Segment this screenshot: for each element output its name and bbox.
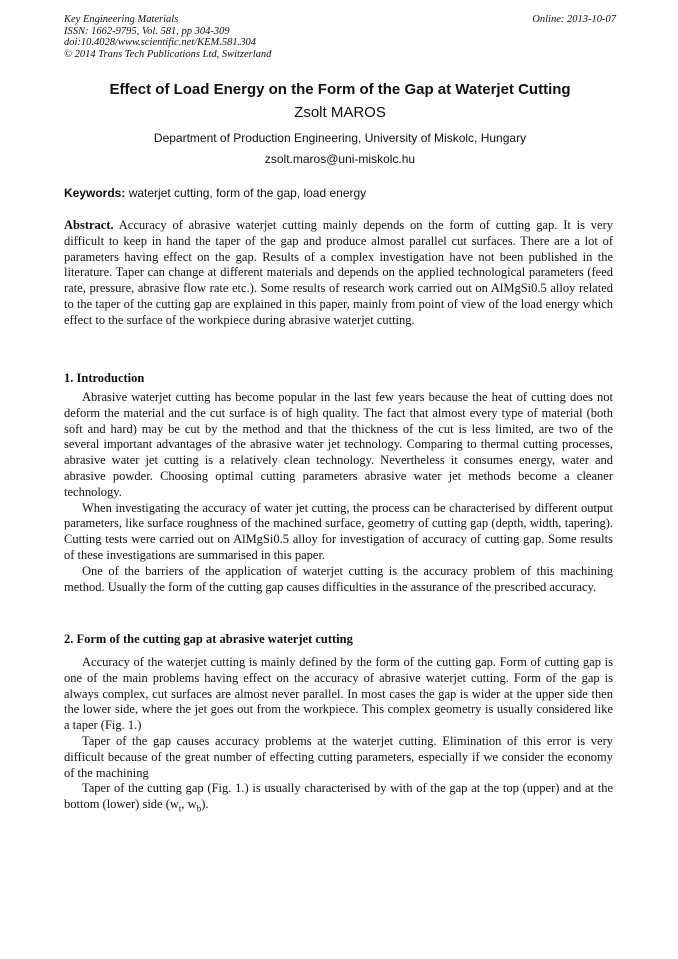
doi-line: doi:10.4028/www.scientific.net/KEM.581.304	[64, 37, 256, 48]
section-1-body	[64, 390, 613, 595]
journal-name: Key Engineering Materials	[64, 14, 179, 25]
paragraph: When investigating the accuracy of water jet cutting, the process can be characterised by different output parameters, like surface roughness of the machined surface, geometry of cutting gap (depth, width, tapering). Cutting tests were carried out on AlMgSi0.5 alloy for investigation of accuracy of cutting gap. Some results of these investigations are summarised in this paper.	[64, 500, 613, 562]
abstract-text: Accuracy of abrasive waterjet cutting mainly depends on the form of cutting gap. It is very difficult to keep in hand the taper of the gap and produce almost parallel cut surfaces. There are a lot of parameters having effect on the gap. Results of a complex investigation have not been published in the literature. Taper can change at different materials and depends on the applied technological parameters (feed rate, pressure, abrasive flow rate etc.). Some results of research work carried out on AlMgSi0.5 alloy related to the taper of the cutting gap are explained in this paper, mainly from point of view of the load energy which effect to the surface of the workpiece during abrasive waterjet cutting.	[64, 218, 613, 327]
section-2-body	[64, 655, 613, 813]
section-2-heading: 2. Form of the cutting gap at abrasive waterjet cutting	[64, 632, 353, 646]
paragraph-end: ).	[201, 797, 209, 812]
paper-title: Effect of Load Energy on the Form of the Gap at Waterjet Cutting	[109, 81, 571, 98]
copyright-line: © 2014 Trans Tech Publications Ltd, Switzerland	[64, 48, 272, 60]
journal-header	[64, 14, 616, 60]
online-date: Online: 2013-10-07	[532, 14, 616, 25]
keywords	[64, 185, 616, 201]
issn-line: ISSN: 1662-9795, Vol. 581, pp 304-309	[64, 25, 230, 37]
paragraph: Accuracy of the waterjet cutting is mainly defined by the form of the cutting gap. Form of cutting gap is one of the main problems having effect on the accuracy of abrasive waterjet cutting. Form of the gap is always complex, cut surfaces are almost never parallel. In most cases the gap is wider at the upper side then the lower side, where the jet goes out from the workpiece. This complex geometry is usually considered like a taper (Fig. 1.)	[64, 655, 613, 733]
separator: , w	[181, 797, 197, 812]
paragraph: Taper of the gap causes accuracy problems at the waterjet cutting. Elimination of this error is very difficult because of the great number of effecting cutting parameters, especially if we consider the economy of the machining	[64, 733, 613, 780]
abstract-label: Abstract.	[64, 218, 114, 232]
affiliation: Department of Production Engineering, University of Miskolc, Hungary	[153, 131, 527, 145]
paragraph: Abrasive waterjet cutting has become popular in the last few years because the heat of cutting does not deform the material and the cut surface is of high quality. The fact that almost every type of material (both soft and hard) may be cut by the method and that the thickness of the cut is less limited, are two of the several important advantages of the abrasive water jet technology. Comparing to thermal cutting processes, abrasive water jet cutting is a relatively clean technology. Nevertheless it consumes energy, water and abrasive powder. Choosing optimal cutting parameters abrasive water jet methods become a cleaner technology.	[64, 390, 613, 499]
section-1-heading: 1. Introduction	[64, 371, 145, 385]
paragraph	[64, 781, 613, 813]
paragraph: One of the barriers of the application of waterjet cutting is the accuracy problem of this machining method. Usually the form of the cutting gap causes difficulties in the assurance of the prescribed accuracy.	[64, 563, 613, 594]
keywords-label: Keywords:	[64, 186, 126, 200]
author-email: zsolt.maros@uni-miskolc.hu	[264, 152, 416, 166]
author-name: Zsolt MAROS	[294, 104, 386, 121]
keywords-text: waterjet cutting, form of the gap, load energy	[128, 186, 367, 200]
subscript-t: t	[178, 803, 182, 814]
subscript-b: b	[196, 803, 202, 814]
abstract	[64, 218, 613, 329]
paragraph-text: Taper of the cutting gap (Fig. 1.) is usually characterised by with of the gap at the top (upper) and at the bottom (lower) side (w	[64, 781, 613, 812]
